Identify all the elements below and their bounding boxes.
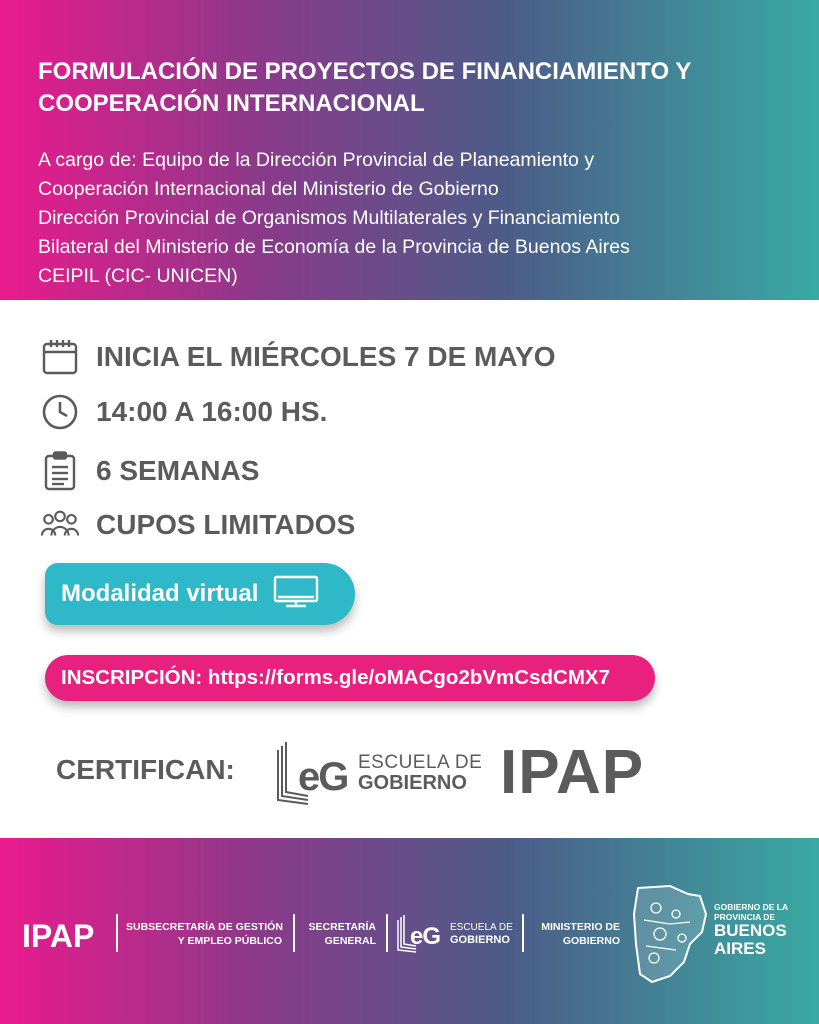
svg-text:eG: eG	[410, 923, 441, 950]
subtitle-line-4: Bilateral del Ministerio de Economía de la Provincia de Buenos Aires	[38, 236, 630, 258]
footer-eg-logo	[396, 914, 448, 954]
registration-link[interactable]	[45, 655, 655, 701]
monitor-icon	[272, 575, 320, 614]
footer-escuela-text	[450, 921, 513, 947]
escuela-de-gobierno-text	[358, 753, 482, 793]
clock-icon	[40, 392, 80, 432]
footer-gobierno-pba	[714, 902, 788, 958]
gob-line-1: GOBIERNO DE LA	[714, 902, 789, 912]
gob-line-4: AIRES	[714, 939, 766, 958]
modalidad-virtual-badge	[45, 563, 355, 625]
footer-escuela-line-2: GOBIERNO	[450, 934, 510, 946]
capacity-text: CUPOS LIMITADOS	[96, 509, 356, 540]
footer-banner	[0, 838, 819, 1024]
people-icon	[40, 505, 80, 545]
calendar-icon	[40, 337, 80, 377]
page-title	[38, 56, 798, 120]
info-schedule	[40, 390, 740, 434]
subsecretaria-line-2: Y EMPLEO PÚBLICO	[177, 935, 282, 947]
info-start-date	[40, 335, 740, 379]
title-line-2: COOPERACIÓN INTERNACIONAL	[38, 90, 425, 117]
title-line-1: FORMULACIÓN DE PROYECTOS DE FINANCIAMIENTO Y	[38, 58, 692, 85]
footer-ministerio	[530, 920, 620, 948]
footer-divider	[522, 914, 524, 952]
footer-divider	[116, 914, 118, 952]
subsecretaria-line-1: SUBSECRETARÍA DE GESTIÓN	[126, 921, 283, 933]
ministerio-line-1: MINISTERIO DE	[541, 921, 620, 933]
subtitle-line-3: Dirección Provincial de Organismos Multilaterales y Financiamiento	[38, 207, 620, 229]
subtitle-line-1: A cargo de: Equipo de la Dirección Provincial de Planeamiento y	[38, 149, 595, 171]
footer-subsecretaria	[126, 920, 282, 948]
subtitle-line-2: Cooperación Internacional del Ministerio de Gobierno	[38, 178, 499, 200]
secretaria-line-2: GENERAL	[324, 935, 376, 947]
modalidad-label: Modalidad virtual	[61, 580, 259, 607]
footer-escuela-line-1: ESCUELA DE	[450, 922, 513, 933]
footer-ipap-logo: IPAP	[22, 918, 95, 954]
duration-text: 6 SEMANAS	[96, 455, 260, 486]
secretaria-line-1: SECRETARÍA	[308, 921, 376, 933]
registration-label[interactable]: INSCRIPCIÓN: https://forms.gle/oMACgo2bVmCsdCMX7	[61, 666, 610, 689]
clipboard-icon	[40, 451, 80, 491]
escuela-line-1: ESCUELA DE	[358, 752, 483, 773]
info-duration	[40, 449, 740, 493]
ipap-logo-large: IPAP	[500, 738, 645, 807]
schedule-text: 14:00 A 16:00 HS.	[96, 396, 328, 427]
gob-line-3: BUENOS	[714, 921, 787, 940]
footer-divider	[293, 914, 295, 952]
buenos-aires-province-map-icon	[630, 884, 710, 984]
footer-divider	[386, 914, 388, 952]
start-date-text: INICIA EL MIÉRCOLES 7 DE MAYO	[96, 341, 556, 372]
info-capacity	[40, 503, 740, 547]
header-banner	[0, 0, 819, 300]
escuela-line-2: GOBIERNO	[358, 772, 467, 794]
ministerio-line-2: GOBIERNO	[562, 935, 620, 947]
footer-secretaria	[302, 920, 376, 948]
subtitle-line-5: CEIPIL (CIC- UNICEN)	[38, 265, 238, 287]
svg-text:eG: eG	[298, 755, 348, 799]
organizers-text	[38, 146, 798, 291]
gob-line-2: PROVINCIA DE	[714, 912, 776, 922]
certifican-label: CERTIFICAN:	[56, 754, 235, 785]
